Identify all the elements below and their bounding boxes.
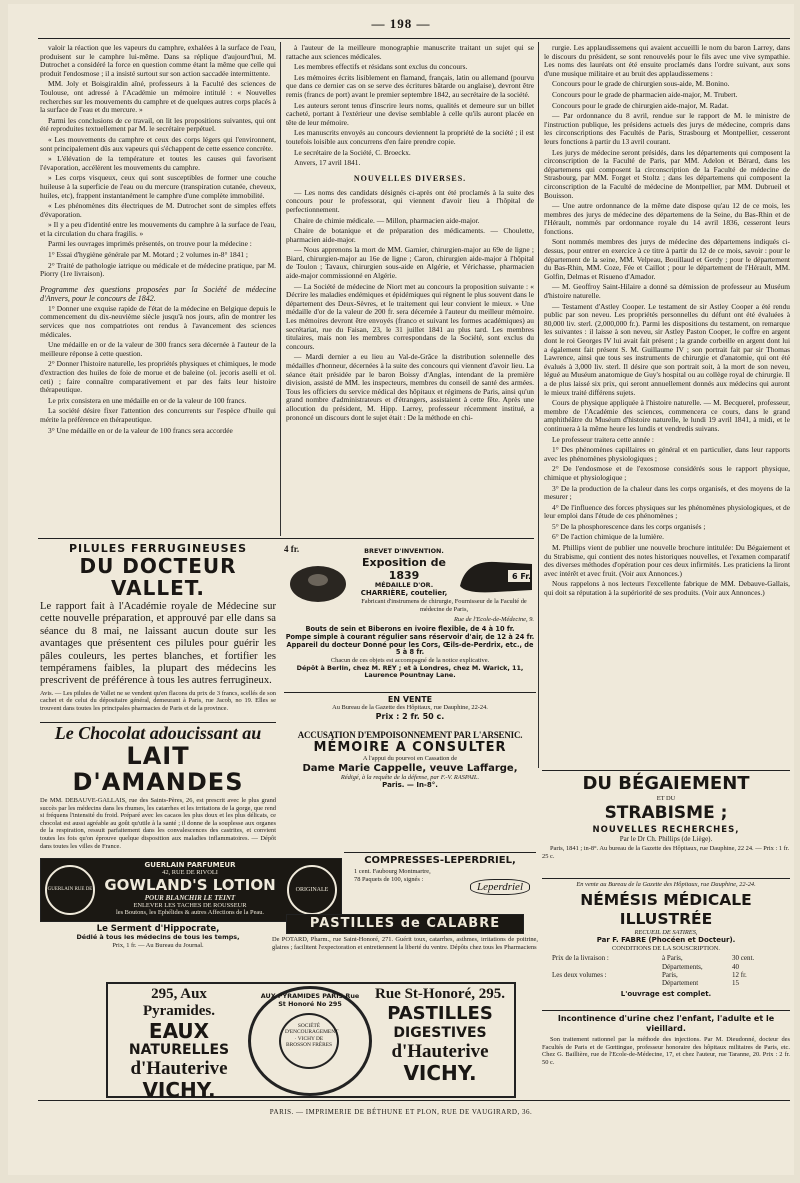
begaiement-info: Paris, 1841 ; in-8°. Au bureau de la Gazette des Hôpitaux, rue Dauphine, 22 24. — Prix : 1 fr. 25 c. bbox=[542, 845, 790, 860]
paragraph: Les membres effectifs et résidans sont exclus du concours. bbox=[294, 62, 468, 72]
price-tag: 6 Fr. bbox=[512, 572, 532, 581]
medal-icon bbox=[279, 1013, 339, 1069]
begaiement-title2: STRABISME ; bbox=[604, 802, 728, 823]
nemesis-where: Paris, bbox=[662, 971, 678, 979]
ad-chocolat bbox=[40, 722, 276, 855]
paragraph: » Il y a peu d'identité entre les mouvements du camphre à la surface de l'eau, et la circulation du chara fragilis. » bbox=[40, 220, 276, 238]
nemesis-price-row bbox=[552, 979, 790, 987]
paragraph: 5° De la phosphorescence dans les corps organisés ; bbox=[552, 521, 706, 531]
vente-addr: Au Bureau de la Gazette des Hôpitaux, rue Dauphine, 22-24. bbox=[332, 704, 488, 711]
nemesis-title: NÉMÉSIS MÉDICALE ILLUSTRÉE bbox=[580, 890, 752, 928]
nemesis-complete: L'ouvrage est complet. bbox=[620, 989, 712, 998]
paragraph: Le secrétaire de la Société, C. Broeckx. bbox=[294, 147, 411, 157]
serment-price: Prix, 1 fr. — Au Bureau du Journal. bbox=[112, 941, 204, 949]
chocolat-title: Le Chocolat adoucissant au bbox=[54, 723, 262, 743]
serment-title: Le Serment d'Hippocrate, bbox=[96, 924, 220, 934]
column-left bbox=[40, 44, 276, 536]
paragraph: 1° Donner une exquise rapide de l'état de la médecine en Belgique depuis le commencement du dix-neuvième siècle jusqu'à nos jours, afin de montrer les services que nos compatriotes ont rendus à l'avancement des sciences médicales. bbox=[40, 303, 276, 339]
paragraph: — Testament d'Astley Cooper. Le testament de sir Astley Cooper a été rendu public par son neveu. Les propriétés personnelles du défunt ont été évaluées à 80,000 liv. sterl. (2,000,000 fr.). Parmi les dispositions du testament, on remarque les suivantes : il laisse à son neveu, sir Astley Paston Cooper, le coffre en argent dont le roi Georges IV lui avait fait présent ; la grande corbeille en argent dont lui a également fait présent S. M. Guillaume IV ; son portrait fait par sir Thomas Lawrence, ainsi que tous ses instruments de chirurgie et d'anatomie, qui ont été évalués à 3,000 liv. sterl. Il désire que son portrait soit, à la mort de son neveu, légué au Muséum anatomique de Guy's hospital ou au collège royal de chirurgie. Il a de plus laissé six prix, qui seront annuellement donnés aux médecins qui auront le mieux traité différens sujets. bbox=[544, 301, 790, 397]
pilules-title: PILULES FERRUGINEUSES bbox=[68, 542, 247, 555]
paragraph: 3° Une médaille en or de la valeur de 100 francs sera accordée bbox=[48, 425, 233, 435]
nemesis-where: Département bbox=[662, 979, 699, 988]
paragraph: « Les mouvements du camphre et ceux des corps légers qui l'environnent, sont principalement dûs aux vapeurs qui s'échappent de cette essence concrète. bbox=[40, 134, 276, 153]
paragraph: 2° De l'endosmose et de l'exosmose considérés sous le rapport physique, chimique et physiologique ; bbox=[544, 464, 790, 482]
vichy-right-vichy: VICHY. bbox=[403, 1061, 477, 1085]
serment-body: Dédié à tous les médecins de tous les temps, bbox=[76, 933, 240, 941]
paragraph: 4° De l'influence des forces physiques sur les phénomènes physiologiques, et de leur emploi dans l'étude de ces phénomènes ; bbox=[544, 502, 790, 521]
imprint: PARIS. — IMPRIMERIE DE BÉTHUNE ET PLON, RUE DE VAUGIRARD, 36. bbox=[269, 1108, 533, 1116]
vichy-seal bbox=[248, 986, 372, 1096]
nemesis-label: Prix de la livraison : bbox=[552, 954, 609, 963]
page-number: — 198 — bbox=[371, 16, 431, 31]
vichy-left-vichy: VICHY. bbox=[142, 1078, 216, 1102]
nemesis-head: En vente au Bureau de la Gazette des Hôpitaux, rue Dauphine, 22-24. bbox=[576, 881, 756, 888]
paragraph: — Une autre ordonnance de la même date dispose qu'au 12 de ce mois, les membres des jurys de médecine des départemens de la Seine, du Bas-Rhin et de l'Hérault, nommés par ordonnance royale du 14 avril 1836, cesseront leurs fonctions. bbox=[544, 201, 790, 236]
paragraph: 2° Traité de pathologie iatrique ou médicale et de médecine pratique, par M. Piorry (1re livraison). bbox=[40, 260, 276, 279]
paragraph: — Nous apprenons la mort de MM. Garnier, chirurgien-major au 69e de ligne ; Biard, chirurgien-major au 16e de ligne ; Caron, chirurgien aide-major à l'hôpital de Toulon ; Tavaux, chirurgien sous-aide en Algérie, et Vérichasse, pharmacien aide-major commissionné en Algérie. bbox=[286, 245, 534, 281]
accusation-city: Paris. — In-8°. bbox=[382, 781, 438, 790]
nemesis-where: à Paris, bbox=[662, 954, 683, 963]
paragraph: 3° De la production de la chaleur dans les corps organisés, et des moyens de la mesurer ; bbox=[544, 483, 790, 502]
paragraph: — M. Geoffroy Saint-Hilaire a donné sa démission de professeur au Muséum d'histoire naturelle. bbox=[544, 282, 790, 301]
gowland-line2: 42, RUE DE RIVOLI bbox=[162, 869, 218, 876]
paragraph: — Mardi dernier a eu lieu au Val-de-Grâce la distribution solennelle des médailles d'honneur, décernées à la suite des concours qui viennent d'avoir lieu. La séance était présidée par le baron Boissy d'Anglas, intendant de la première division, assisté de MM. les inspecteurs, membres du conseil de santé des armées. Tous les officiers du service médical des hôpitaux et régimens de Paris, ainsi qu'un grand nombre d'administrateurs et d'étrangers, assistaient à cette fête. Après une allocution du président, M. Hipp. Larrey, professeur récemment institué, a prononcé un discours dont le sujet était : De la méthode en chi- bbox=[286, 352, 534, 422]
column-divider-3 bbox=[538, 536, 539, 768]
feeding-bottle-icon bbox=[456, 552, 536, 598]
column-left-text bbox=[40, 44, 276, 279]
ad-begaiement bbox=[542, 770, 790, 875]
column-middle bbox=[286, 44, 534, 536]
incontinence-body: Son traitement rationnel par la méthode des injections. Par M. Dieudonné, docteur des Facultés de Paris et de Gœttingue, professeur honoraire des hôpitaux militaires de Paris, etc. Chez G. Baillière, rue de l'Ecole-de-Médecine, 17, et chez l'auteur, rue Taranne, 20. Prix : 2 fr. 50 c. bbox=[542, 1036, 790, 1066]
paragraph: Cours de physique appliquée à l'histoire naturelle. — M. Becquerel, professeur, membre de l'Académie des sciences, commencera ce cours, dans le grand amphithéâtre du Muséum d'histoire naturelle, le lundi 19 avril 1841, à midi, et le continuera à la même heure les lundis et vendredis suivans. bbox=[544, 398, 790, 433]
brevet-price: 4 fr. bbox=[284, 544, 300, 554]
begaiement-sub: NOUVELLES RECHERCHES, bbox=[592, 824, 740, 835]
newspaper-page bbox=[8, 4, 794, 1175]
paragraph: Anvers, 17 avril 1841. bbox=[294, 158, 361, 168]
paragraph: Les mémoires écrits lisiblement en flamand, français, latin ou allemand (pourvu que dans ce dernier cas on se serve des écritures bâtarde ou anglaise), devront être remis (francs de port) avant le premier septembre 1842, au secrétaire de la société. bbox=[286, 72, 534, 99]
paragraph: » Les corps visqueux, ceux qui sont susceptibles de former une couche huileuse à la superficie de l'eau ou du mercure (transpiration cutanée, cheveux, huiles, etc), frappent instantanément le camphre d'une complète immobilité. bbox=[40, 173, 276, 200]
pilules-subtitle: DU DOCTEUR VALLET. bbox=[79, 554, 237, 600]
paragraph: Les manuscrits envoyés au concours deviennent la propriété de la société ; il est toutefois loisible aux concurrens d'en faire prendre copie. bbox=[286, 128, 534, 146]
nemesis-val: 30 cent. bbox=[732, 954, 755, 963]
brevet-line2: Pompe simple à courant régulier sans réservoir d'air, de 12 à 24 fr. bbox=[285, 632, 535, 641]
gowland-line1: GUERLAIN PARFUMEUR bbox=[144, 861, 236, 869]
column-right-text bbox=[544, 44, 790, 598]
nouvelles-text bbox=[286, 189, 534, 422]
leperdriel-signature: Leperdriel bbox=[470, 879, 530, 895]
header-rule bbox=[38, 38, 790, 39]
gowland-title: GOWLAND'S LOTION bbox=[104, 875, 276, 894]
vichy-seal-top: AUX PYRAMIDES PARIS Rue St Honoré No 295 bbox=[260, 992, 360, 1008]
paragraph: Chaire de botanique et de préparation des médicaments. — Choulette, pharmacien aide-major. bbox=[286, 226, 534, 244]
accusation-name: Dame Marie Cappelle, veuve Laffarge, bbox=[302, 762, 518, 774]
paragraph: « Les phénomènes dits électriques de M. Dutrochet sont de simples effets d'évaporation. bbox=[40, 201, 276, 219]
vichy-left-eaux: EAUX bbox=[148, 1019, 210, 1043]
brevet-line4: Chacun de ces objets est accompagné de la notice explicative. bbox=[330, 657, 490, 665]
ad-charriere bbox=[284, 544, 536, 688]
nouvelles-title: NOUVELLES DIVERSES. bbox=[353, 173, 467, 183]
compresses-title: COMPRESSES-LEPERDRIEL, bbox=[364, 855, 516, 866]
paragraph: Chaire de chimie médicale. — Millon, pharmacien aide-major. bbox=[294, 215, 480, 225]
vichy-right-addr: Rue St-Honoré, 295. bbox=[375, 986, 505, 1002]
paragraph: Une médaille en or de la valeur de 300 francs sera décernée à l'auteur de la meilleure réponse à cette question. bbox=[40, 340, 276, 358]
ad-nemesis bbox=[542, 878, 790, 1007]
ad-compresses bbox=[344, 852, 536, 907]
nemesis-val: 15 bbox=[732, 979, 739, 988]
nemesis-price-row bbox=[552, 971, 790, 979]
ads-rule bbox=[38, 538, 534, 539]
nemesis-author: Par F. FABRE (Phocéen et Docteur). bbox=[596, 936, 736, 945]
paragraph: La société désire fixer l'attention des concurrents sur l'espèce d'huile qui mérite la préférence en thérapeutique. bbox=[40, 406, 276, 424]
paragraph: Concours pour le grade de chirurgien sous-aide, M. Bonino. bbox=[552, 79, 730, 89]
ad-incontinence bbox=[542, 1010, 790, 1083]
ad-pilules-vallet bbox=[40, 542, 276, 720]
brevet-desc: Fabricant d'instrumens de chirurgie, Fournisseur de la Faculté de médecine de Paris, bbox=[361, 598, 527, 613]
accusation-sub: A l'appui du pourvoi en Cassation de bbox=[362, 755, 458, 762]
originale-seal-icon: ORIGINALE bbox=[287, 865, 337, 915]
paragraph: M. Phillips vient de publier une nouvelle brochure intitulée: Du Bégaiement et du Strabisme, qui contient des notes historiques nouvelles, et l'examen comparatif des diverses méthodes d'opération pour ces deux infirmités. Les praticiens la liront avec intérêt et avec fruit. (Voir aux Annonces.) bbox=[544, 543, 790, 578]
paragraph: à l'auteur de la meilleure monographie manuscrite traitant un sujet qui se rattache aux sciences médicales. bbox=[286, 43, 534, 61]
nemesis-price-row bbox=[552, 963, 790, 971]
vichy-seal-text: SOCIÉTÉ D'ENCOURAGEMENT · VICHY DE BROSSON FRÈRES bbox=[285, 1023, 339, 1049]
paragraph: » L'élévation de la température et toutes les causes qui favorisent l'évaporation, accélèrent les mouvements du camphre. bbox=[40, 154, 276, 172]
paragraph: Nous rappelons à nos lecteurs l'excellente fabrique de MM. Debauve-Gallais, qui doit sa réputation à la supériorité de ses produits. (Voir aux Annonces.) bbox=[544, 579, 790, 598]
gowland-sub1: POUR BLANCHIR LE TEINT bbox=[144, 893, 236, 902]
paragraph: Concours pour le grade de chirurgien aide-major, M. Radat. bbox=[552, 100, 729, 110]
paragraph: 2° Donner l'histoire naturelle, les propriétés physiques et chimiques, le mode d'extraction des huiles de foie de morue et de baleine (ol. jecoris aselli et ol. ceti) ; faire connaître comparativement et par des faits leur histoire thérapeutique. bbox=[40, 359, 276, 395]
nemesis-val: 12 fr. bbox=[732, 971, 747, 979]
vichy-right-hauterive: d'Hauterive bbox=[391, 1041, 489, 1062]
column-divider-1 bbox=[280, 42, 281, 536]
paragraph: MM. Joly et Boisgiraldin aîné, professeurs à la Faculté des sciences de Toulouse, ont adressé à l'Académie un mémoire intitulé : « Nouvelles recherches sur les mouvements du camphre et de quelques autres corps placés à la surface de l'eau et du mercure. » bbox=[40, 79, 276, 115]
begaiement-title: DU BÉGAIEMENT bbox=[582, 773, 750, 794]
paragraph: Les auteurs seront tenus d'inscrire leurs noms, qualités et demeure sur un billet cacheté, portant à l'extérieur une devise semblable à celle qu'ils auront placée en tête de leur mémoire. bbox=[286, 100, 534, 127]
vichy-left-hauterive: d'Hauterive bbox=[130, 1058, 228, 1079]
paragraph: Le professeur traitera cette année : bbox=[552, 434, 654, 444]
paragraph: rurgie. Les applaudissemens qui avaient accueilli le nom du baron Larrey, dans le discours du président, se sont renouvelés pour le fils avec une vive sympathie. Les noms des lauréats ont été ensuite proclamés dans l'ordre suivant, aux sons d'une musique militaire et au bruit des applaudissemens : bbox=[544, 43, 790, 78]
vichy-left-addr: 295, Aux Pyramides. bbox=[142, 986, 216, 1019]
vente-head: EN VENTE bbox=[387, 695, 433, 704]
gowland-sub3: les Boutons, les Ephélides & autres Affections de la Peau. bbox=[115, 909, 265, 917]
guerlain-seal-icon: GUERLAIN RUE DE RIVOLI bbox=[45, 865, 95, 915]
vichy-right-digestives: DIGESTIVES bbox=[393, 1025, 487, 1041]
column-middle-text bbox=[286, 44, 534, 168]
brevet-line1: Bouts de sein et Biberons en ivoire flexible, de 4 à 10 fr. bbox=[305, 625, 515, 633]
compresses-line1: 1 cent. Faubourg Montmartre, bbox=[354, 868, 431, 875]
paragraph: Concours pour le grade de pharmacien aide-major, M. Trubert. bbox=[552, 89, 738, 99]
nipple-shield-icon bbox=[286, 556, 350, 606]
pilules-avis: Avis. — Les pilules de Vallet ne se vendent qu'en flacons du prix de 3 francs, scellés de son cachet et de celui du dépositaire général, demeurant à Paris, rue Jacob, no 19. Elles se trouvent dans toutes les principales pharmacies de Paris et de la province. bbox=[40, 689, 276, 713]
column-right bbox=[544, 44, 790, 766]
calabre-title: PASTILLES de CALABRE bbox=[286, 914, 524, 934]
brevet-label: BREVET D'INVENTION. bbox=[364, 547, 444, 555]
vente-price: Prix : 2 fr. 50 c. bbox=[375, 711, 445, 721]
begaiement-et: ET DU bbox=[656, 795, 676, 802]
paragraph: Parmi les conclusions de ce travail, on lit les propositions suivantes, qui ont été reproduites textuellement par M. le secrétaire perpétuel. bbox=[40, 115, 276, 134]
begaiement-author: Par le Dr Ch. Phillips (de Liège). bbox=[619, 834, 713, 843]
brevet-expo: Exposition de 1839 bbox=[362, 555, 446, 582]
pilules-body: Le rapport fait à l'Académie royale de Médecine sur cette nouvelle préparation, et approuvé par elle dans sa séance du 8 mai, ne laissant aucun doute sur les avantages que présentent ces pilules pour guérir les pâles couleurs, les pertes blanches, et fortifier les tempéramens faibles, la plupart des médecins les prescrivent de préférence à tous les autres ferrugineux. bbox=[40, 601, 276, 687]
nemesis-cond: CONDITIONS DE LA SOUSCRIPTION. bbox=[612, 944, 720, 952]
paragraph: Sont nommés membres des jurys de médecine des départemens indiqués ci-dessus, pour entrer en exercice à ce titre à partir du 12 de ce mois, savoir : pour le département de la seine, MM. Velpeau, Bouillaud et Gerdy ; pour le département du Bas-Rhin, MM. Coze, Fée et Caillot ; pour le département de l'Hérault, MM. Golfin, Delmas et Risueno d'Amador. bbox=[544, 237, 790, 281]
brevet-addr: Rue de l'Ecole-de-Médecine, 9. bbox=[454, 616, 534, 623]
vichy-left-naturelles: NATURELLES bbox=[128, 1042, 230, 1058]
brevet-line3: Appareil du docteur Donné pour les Cors, Œils-de-Perdrix, etc., de 5 à 8 fr. bbox=[286, 640, 534, 657]
brevet-medaille: MÉDAILLE D'OR. bbox=[374, 580, 434, 589]
incontinence-title: Incontinence d'urine chez l'enfant, l'adulte et le vieillard. bbox=[557, 1014, 775, 1033]
chocolat-body: De MM. DEBAUVE-GALLAIS, rue des Saints-Pères, 26, est prescrit avec le plus grand succès par les médecins dans les rhumes, les catarrhes et les irritations de la gorge, que rend si fréquens l'intensité du froid. Préparé avec les cacaos les plus doux et les plus délicats, ce chocolat est aussi agréable au goût qu'utile à la santé ; il donne de la souplesse aux organes de la respiration, ressuit parfaitement dans les convalescences des castrites, et convient toutes les fois qu'on éprouve quelque disposition aux maladies inflammatoires. — Dépôt dans toutes les villes de France. bbox=[40, 797, 276, 850]
programme-title: Programme des questions proposées par la Société de médecine d'Anvers, pour le concours de 1842. bbox=[40, 284, 276, 303]
accusation-author: Rédigé, à la requête de la défense, par F.-V. RASPAIL. bbox=[340, 773, 480, 781]
paragraph: valoir la réaction que les vapeurs du camphre, exhalées à la surface de l'eau, produisent sur le camphre lui-même. Dans sa réplique d'aujourd'hui, M. Dutrochet a considéré la force en question comme étant la même que celle qui produit l'endosmose ; il a insisté surtout sur son action saccadée intermittente. bbox=[40, 43, 276, 78]
ad-serment bbox=[40, 924, 276, 964]
paragraph: — Les noms des candidats désignés ci-après ont été proclamés à la suite des concours pour le professorat, qui viennent d'avoir lieu à l'hôpital de perfectionnement. bbox=[286, 187, 534, 214]
brevet-line5: Dépôt à Berlin, chez M. REY ; et à Londres, chez M. Warick, 11, Laurence Pountnay Lane. bbox=[296, 663, 524, 680]
ad-vichy bbox=[106, 982, 516, 1102]
paragraph: 1° Essai d'hygiène générale par M. Motard ; 2 volumes in-8° 1841 ; bbox=[48, 250, 248, 260]
nemesis-label bbox=[552, 979, 662, 987]
compresses-line2: 78 Paquets de 100, signés : bbox=[354, 875, 424, 883]
nemesis-label: Les deux volumes : bbox=[552, 971, 607, 979]
nemesis-val: 40 bbox=[732, 962, 739, 971]
paragraph: 6° De l'action chimique de la lumière. bbox=[552, 532, 665, 542]
nemesis-sub: RECUEIL DE SATIRES, bbox=[634, 928, 698, 936]
paragraph: Le prix consistera en une médaille en or de la valeur de 100 francs. bbox=[48, 395, 247, 405]
chocolat-subtitle: LAIT D'AMANDES bbox=[72, 742, 244, 796]
footer-rule bbox=[38, 1100, 790, 1101]
ad-calabre bbox=[272, 914, 538, 972]
programme-text bbox=[40, 305, 276, 435]
paragraph: — Par ordonnance du 8 avril, rendue sur le rapport de M. le ministre de l'instruction publique, les présidens actuels des jurys de médecine, compris dans les circonscriptions des Facultés de Paris, Strasbourg et Montpellier, cesseront leurs fonctions à partir du 13 avril courant. bbox=[544, 111, 790, 146]
ad-accusation bbox=[284, 730, 536, 802]
nemesis-price-table bbox=[552, 954, 790, 988]
column-divider-2 bbox=[538, 42, 539, 536]
paragraph: Les jurys de médecine seront présidés, dans les départements qui composent la circonscription de la Faculté de Paris, par MM. Adelon et Bérard, dans les départemens qui composent la circonscription de la Faculté de médecine de Strasbourg, par MM. Forget et Stoltz ; dans les départemens qui composent la circonscription de la Faculté de médecine de Montpellier, par MM. Dubrueil et Bouisson. bbox=[544, 147, 790, 200]
vichy-right-pastilles: PASTILLES bbox=[387, 1003, 493, 1024]
ad-en-vente bbox=[284, 692, 536, 729]
calabre-body: De POTARD, Pharm., rue Saint-Honoré, 271. Guérit toux, catarrhes, asthmes, irritations de poitrine, glaires ; facilitent l'expectoration et entretiennent la liberté du ventre. Dépôts chez tous les Pharmaciens bbox=[272, 936, 538, 951]
nemesis-where: Départements, bbox=[662, 962, 703, 971]
paragraph: Parmi les ouvrages imprimés présentés, on trouve pour la médecine : bbox=[48, 239, 252, 249]
nemesis-price-row bbox=[552, 954, 790, 962]
brevet-name: CHARRIÈRE, coutelier, bbox=[360, 589, 448, 598]
accusation-title: ACCUSATION D'EMPOISONNEMENT PAR L'ARSENIC. bbox=[297, 730, 523, 740]
paragraph: — La Société de médecine de Niort met au concours la proposition suivante : « Décrire les maladies endémiques et épidémiques qui règnent le plus souvent dans le département des Deux-Sèvres, et le traitement qui leur convient le mieux. » Une médaille d'or de la valeur de 200 fr. sera décernée à l'auteur du meilleur mémoire. Les mémoires devront être envoyés (franco et suivant les formes académiques) au secrétariat, rue du Faisan, 23, le 31 juillet 1841 au plus tard. Les membres titulaires, mais non les membres correspondans de la Société, sont exclus du concours. bbox=[286, 281, 534, 351]
accusation-subtitle: MÉMOIRE A CONSULTER bbox=[313, 740, 507, 755]
gowland-sub2: ENLEVER LES TACHES DE ROUSSEUR bbox=[133, 901, 247, 909]
nemesis-label bbox=[552, 963, 662, 971]
paragraph: 1° Des phénomènes capillaires en général et en particulier, dans leur rapports avec les phénomènes physiologiques ; bbox=[544, 445, 790, 463]
